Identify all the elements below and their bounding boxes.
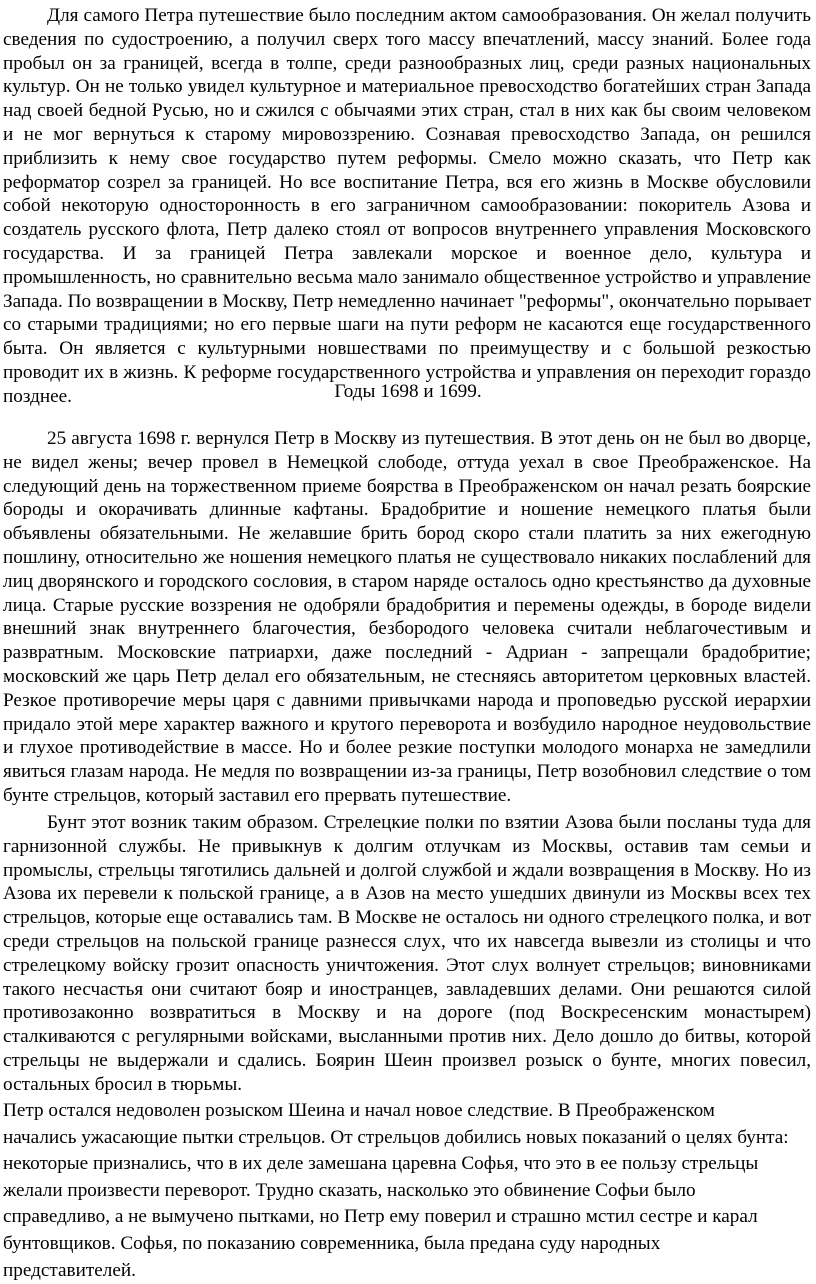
paragraph-peter-self-education: Для самого Петра путешествие было последним актом самообразования. Он желал получить сведения по судостроению, а получил сверх того массу впечатлений, массу знаний. Более года пробыл он за границей, всегда в толпе, среди разнообразных лиц, среди разных национальных культур. Он не только увидел культурное и материальное превосходство богатейших стран Запада над своей бедной Русью, но и сжился с обычаями этих стран, стал в них как бы своим человеком и не мог вернуться к старому мировоззрению. Сознавая превосходство Запада, он решился приблизить к нему свое государство путем реформы. Смело можно сказать, что Петр как реформатор созрел за границей. Но все воспитание Петра, вся его жизнь в Москве обусловили собой некоторую односторонность в его заграничном самообразовании: покоритель Азова и создатель русского флота, Петр далеко стоял от вопросов внутреннего управления Московского государства. И за границей Петра завлекали морское и военное дело, культура и промышленность, но сравнительно весьма мало занимало общественное устройство и управление Запада. По возвращении в Москву, Петр немедленно начинает "реформы", окончательно порывает со старыми традициями; но его первые шаги на пути реформ не касаются еще государственного быта. Он является с культурными новшествами по преимуществу и с большой резкостью проводит их в жизнь. К реформе государственного устройства и управления он переходит гораздо позднее. xyxy=(3,5,811,407)
paragraph-new-investigation: Петр остался недоволен розыском Шеина и начал новое следствие. В Преображенском начались ужасающие пытки стрельцов. От стрельцов добились новых показаний о целях бунта: некоторые признались, что в их деле замешана царевна Софья, что это в ее пользу стрельцы желали произвести переворот. Трудно сказать, насколько это обвинение Софьи было справедливо, а не вымучено пытками, но Петр ему поверил и страшно мстил сестре и карал бунтовщиков. Софья, по показанию современника, была предана суду народных представителей. xyxy=(3,1100,789,1281)
section-heading: Годы 1698 и 1699. xyxy=(334,381,482,402)
paragraph-return-to-moscow: 25 августа 1698 г. вернулся Петр в Москву из путешествия. В этот день он не был во дворце, не видел жены; вечер провел в Немецкой слободе, оттуда уехал в свое Преображенское. На следующий день на торжественном приеме боярства в Преображенском он начал резать боярские бороды и окорачивать длинные кафтаны. Брадобритие и ношение немецкого платья были объявлены обязательными. Не желавшие брить бород скоро стали платить за них ежегодную пошлину, относительно же ношения немецкого платья не существовало никаких послаблений для лиц дворянского и городского сословия, в старом наряде осталось одно крестьянство да духовные лица. Старые русские воззрения не одобряли брадобрития и перемены одежды, в бороде видели внешний знак внутреннего благочестия, безбородого человека считали неблагочестивым и развратным. Московские патриархи, даже последний - Адриан - запрещали брадобритие; московский же царь Петр делал его обязательным, не стесняясь авторитетом церковных властей. Резкое противоречие меры царя с давними привычками народа и проповедью русской иерархии придало этой мере характер важного и крутого переворота и возбудило народное неудовольствие и глухое противодействие в массе. Но и более резкие поступки молодого монарха не замедлили явиться глазам народа. Не медля по возвращении из-за границы, Петр возобновил следствие о том бунте стрельцов, который заставил его прервать путешествие. xyxy=(3,428,811,806)
paragraph-streltsy-revolt: Бунт этот возник таким образом. Стрелецкие полки по взятии Азова были посланы туда для гарнизонной службы. Не привыкнув к долгим отлучкам из Москвы, оставив там семьи и промыслы, стрельцы тяготились дальней и долгой службой и ждали возвращения в Москву. Но из Азова их перевели к польской границе, а в Азов на место ушедших двинули из Москвы всех тех стрельцов, которые еще оставались там. В Москве не осталось ни одного стрелецкого полка, и вот среди стрельцов на польской границе разнесся слух, что их навсегда вывезли из столицы и что стрелецкому войску грозит опасность уничтожения. Этот слух волнует стрельцов; виновниками такого несчастья они считают бояр и иностранцев, завладевших делами. Они решаются силой противозаконно возвратиться в Москву и на дороге (под Воскресенским монастырем) сталкиваются с регулярными войсками, высланными против них. Дело дошло до битвы, которой стрельцы не выдержали и сдались. Боярин Шеин произвел розыск о бунте, многих повесил, остальных бросил в тюрьмы. xyxy=(3,812,811,1095)
